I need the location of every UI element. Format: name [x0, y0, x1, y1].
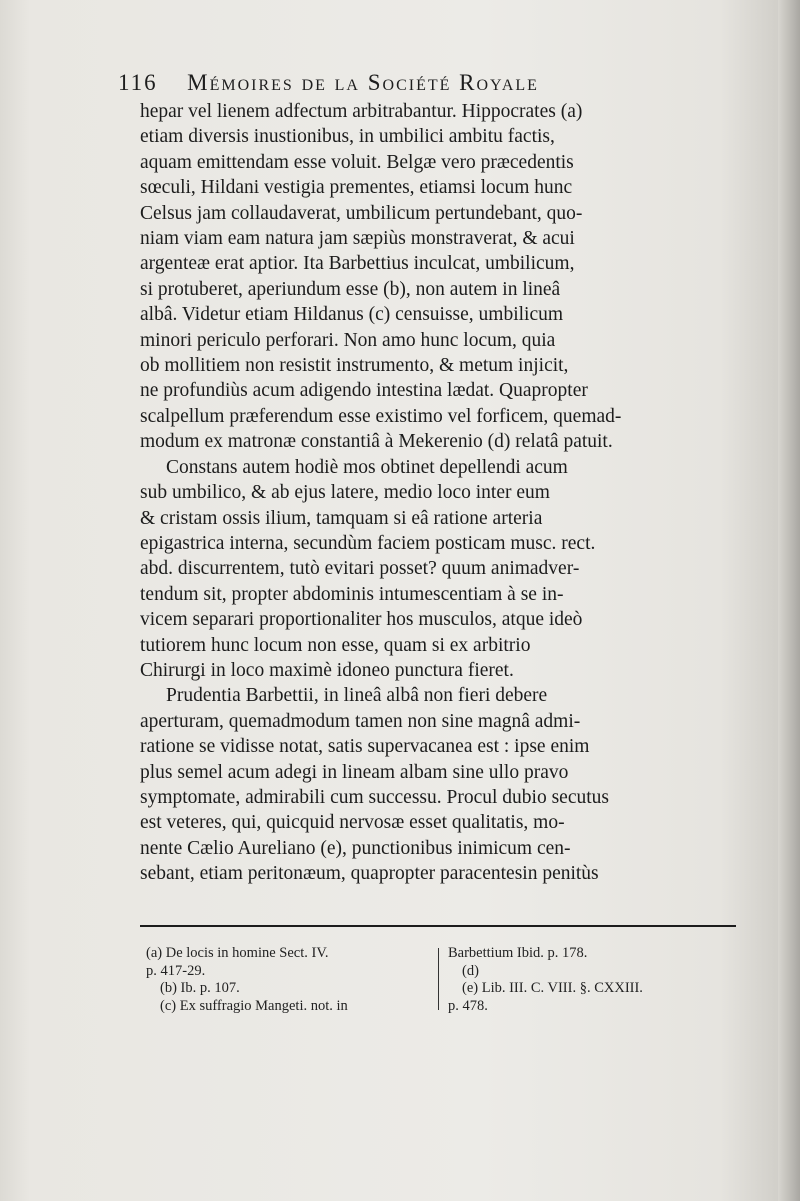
text-line: plus semel acum adegi in lineam albam sine ullo pravo: [140, 761, 569, 783]
text-line: sub umbilico, & ab ejus latere, medio loco inter eum: [140, 482, 550, 504]
footnote-b: (b) Ib. p. 107.: [160, 980, 240, 996]
footnote-c-continued: Barbettium Ibid. p. 178.: [448, 945, 588, 961]
footnotes-right-column: [448, 945, 738, 1015]
footnote-rule: [140, 925, 736, 927]
footnotes-left-column: [146, 945, 436, 1015]
text-line: modum ex matronæ constantiâ à Mekerenio (d) relatâ patuit.: [140, 431, 613, 453]
footnote-e-continued: p. 478.: [448, 997, 488, 1014]
text-line: Chirurgi in loco maximè idoneo punctura fieret.: [140, 659, 514, 681]
text-line: aquam emittendam esse voluit. Belgæ vero præcedentis: [140, 151, 574, 173]
text-line: hepar vel lienem adfectum arbitrabantur. Hippocrates (a): [140, 101, 583, 122]
text-line: Celsus jam collaudaverat, umbilicum pertundebant, quo-: [140, 202, 583, 224]
running-title: Mémoires de la Société Royale: [187, 70, 539, 95]
text-line: ratione se vidisse notat, satis supervacanea est : ipse enim: [140, 736, 590, 758]
text-line: sœculi, Hildani vestigia prementes, etiamsi locum hunc: [140, 177, 573, 199]
main-text: [140, 99, 736, 887]
text-line: aperturam, quemadmodum tamen non sine magnâ admi-: [140, 710, 581, 732]
text-line: tutiorem hunc locum non esse, quam si ex arbitrio: [140, 634, 531, 656]
footnote-c: (c) Ex suffragio Mangeti. not. in: [160, 997, 348, 1014]
text-line: vicem separari proportionaliter hos musculos, atque ideò: [140, 609, 583, 631]
text-line: est veteres, qui, quicquid nervosæ esset qualitatis, mo-: [140, 812, 565, 834]
text-line: si protuberet, aperiundum esse (b), non autem in lineâ: [140, 278, 561, 300]
footnote-a-continued: p. 417-29.: [146, 962, 206, 979]
page-number: 116: [118, 70, 158, 95]
paragraph-start-line: Prudentia Barbettii, in lineâ albâ non fieri debere: [166, 685, 548, 707]
text-line: tendum sit, propter abdominis intumescentiam à se in-: [140, 583, 564, 605]
text-line: abd. discurrentem, tutò evitari posset? quum animadver-: [140, 558, 580, 580]
text-line: & cristam ossis ilium, tamquam si eâ ratione arteria: [140, 507, 543, 529]
text-line: symptomate, admirabili cum successu. Procul dubio secutus: [140, 786, 609, 808]
running-header: [118, 70, 738, 96]
footnote-a: (a) De locis in homine Sect. IV.: [146, 945, 329, 961]
footnote-column-divider: [438, 948, 439, 1010]
paragraph-start-line: Constans autem hodiè mos obtinet depellendi acum: [166, 456, 568, 478]
text-line: etiam diversis inustionibus, in umbilici ambitu factis,: [140, 126, 555, 148]
text-line: nente Cælio Aureliano (e), punctionibus inimicum cen-: [140, 837, 571, 859]
text-line: niam viam eam natura jam sæpiùs monstraverat, & acui: [140, 228, 575, 250]
footnote-d: (d): [462, 962, 479, 979]
text-line: ne profundiùs acum adigendo intestina lædat. Quapropter: [140, 380, 588, 402]
text-line: scalpellum præferendum esse existimo vel forficem, quemad-: [140, 405, 622, 427]
page-spine-shadow: [778, 0, 800, 1201]
text-line: argenteæ erat aptior. Ita Barbettius inculcat, umbilicum,: [140, 253, 575, 275]
footnote-e: (e) Lib. III. C. VIII. §. CXXIII.: [462, 980, 643, 996]
text-line: epigastrica interna, secundùm faciem posticam musc. rect.: [140, 532, 596, 554]
text-line: minori periculo perforari. Non amo hunc locum, quia: [140, 329, 556, 351]
text-line: albâ. Videtur etiam Hildanus (c) censuisse, umbilicum: [140, 304, 564, 326]
text-line: ob mollitiem non resistit instrumento, & metum injicit,: [140, 355, 569, 377]
text-line: sebant, etiam peritonæum, quapropter paracentesin penitùs: [140, 863, 599, 885]
